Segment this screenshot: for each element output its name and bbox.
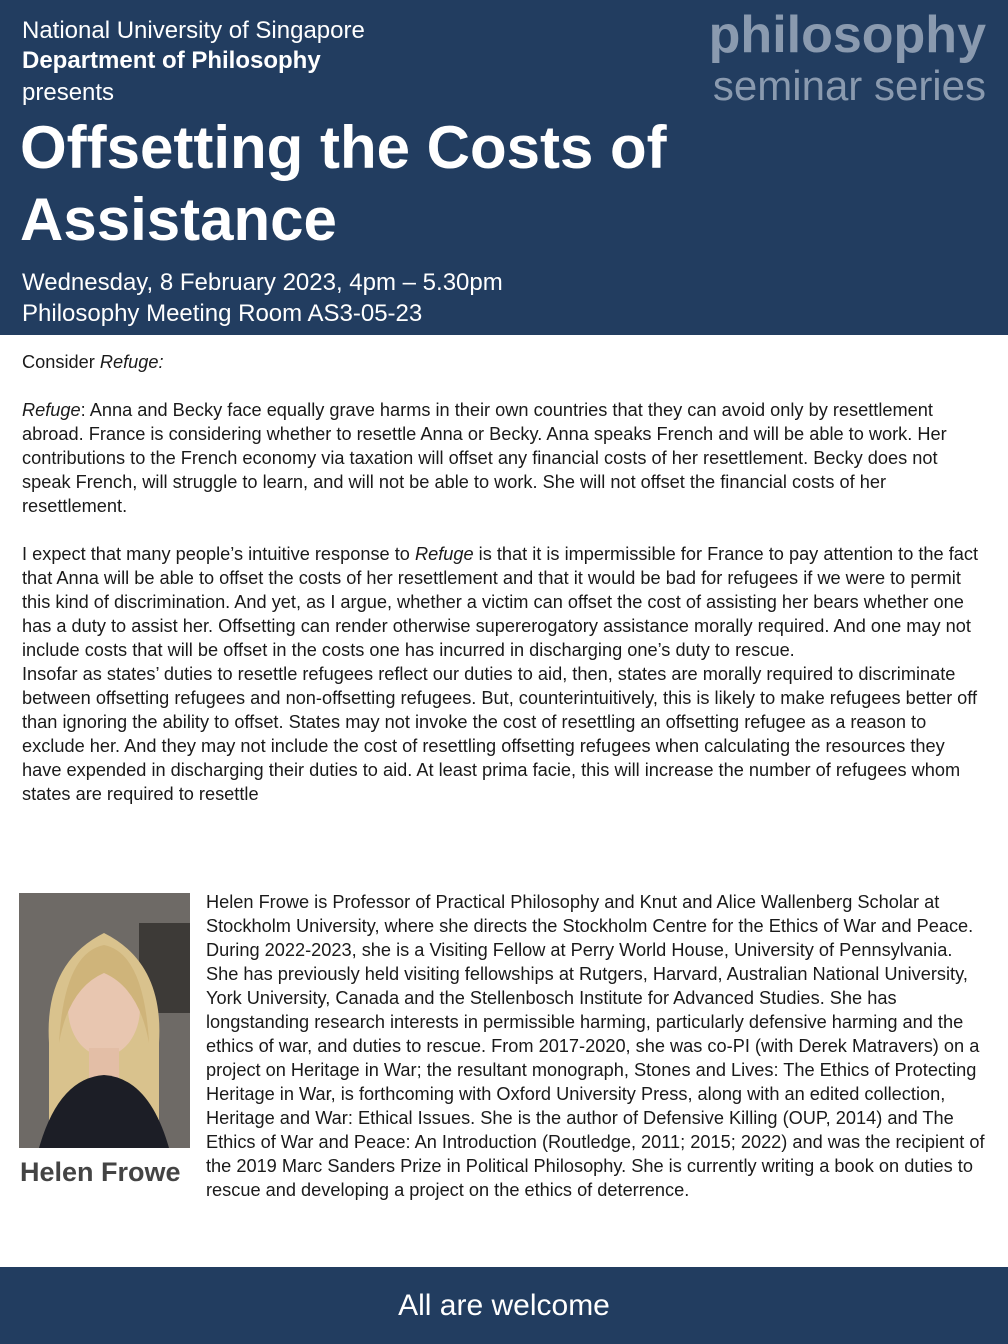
speaker-portrait-illustration xyxy=(19,893,190,1148)
footer-banner xyxy=(0,1267,1008,1344)
abstract-paragraph-3: Insofar as states’ duties to resettle refugees reflect our duties to aid, then, states are morally required to discriminate between offsetting refugees and non-offsetting refugees. But, counterintuitively, this is likely to make refugees better off than ignoring the ability to offset. States may not invoke the cost of resettling an offsetting refugee as a reason to exclude her. And they may not include the cost of resettling offsetting refugees when calculating the resources they have expended in discharging their duties to aid. At least prima facie, this will increase the number of refugees whom states are required to resettle xyxy=(22,664,978,804)
speaker-name: Helen Frowe xyxy=(20,1157,181,1187)
refuge-term: Refuge xyxy=(414,544,474,564)
abstract-paragraph-1: Refuge: Anna and Becky face equally grave harms in their own countries that they can avoid only by resettlement abroad. France is considering whether to resettle Anna or Becky. Anna speaks French and will be able to work. Her contributions to the French economy via taxation will offset any financial costs of her resettlement. Becky does not speak French, will struggle to learn, and will not be able to work. She will not offset the financial costs of her resettlement. xyxy=(22,400,947,516)
university-name: National University of Singapore xyxy=(22,17,365,44)
series-logo-subtitle: seminar series xyxy=(712,62,986,109)
abstract xyxy=(22,350,984,806)
event-venue: Philosophy Meeting Room AS3-05-23 xyxy=(22,300,423,327)
abstract-intro: Consider Refuge: xyxy=(22,352,164,372)
speaker-photo xyxy=(19,893,190,1148)
abstract-paragraph-2: I expect that many people’s intuitive response to Refuge is that it is impermissible for France to pay attention to the fact that Anna will be able to offset the costs of her resettlement and that it would be bad for refugees if we were to permit this kind of discrimination. And yet, as I argue, whether a victim can offset the cost of assisting her bears whether one has a duty to assist her. Offsetting can render otherwise supererogatory assistance morally required. And one may not include costs that will be offset in the costs one has incurred in discharging one’s duty to rescue. xyxy=(22,544,979,660)
welcome-text: All are welcome xyxy=(398,1289,610,1322)
series-logo-word: philosophy xyxy=(708,6,986,64)
department-name: Department of Philosophy xyxy=(22,47,321,74)
header-banner xyxy=(0,0,1008,335)
talk-title: Offsetting the Costs of Assistance xyxy=(20,114,667,253)
event-datetime: Wednesday, 8 February 2023, 4pm – 5.30pm xyxy=(22,269,503,296)
refuge-term: Refuge xyxy=(22,400,81,420)
speaker-bio: Helen Frowe is Professor of Practical Philosophy and Knut and Alice Wallenberg Scholar at Stockholm University, where she directs the Stockholm Centre for the Ethics of War and Peace. During 2022-2023, she is a Visiting Fellow at Perry World House, University of Pennsylvania. She has previously held visiting fellowships at Rutgers, Harvard, Australian National University, York University, Canada and the Stellenbosch Institute for Advanced Studies. She has longstanding research interests in permissible harming, particularly defensive harming and the ethics of war, and duties to rescue. From 2017-2020, she was co-PI (with Derek Matravers) on a project on Heritage in War; the resultant monograph, Stones and Lives: The Ethics of Protecting Heritage in War, is forthcoming with Oxford University Press, along with an edited collection, Heritage and War: Ethical Issues. She is the author of Defensive Killing (OUP, 2014) and The Ethics of War and Peace: An Introduction (Routledge, 2011; 2015; 2022) and was the recipient of the 2019 Marc Sanders Prize in Political Philosophy. She is currently writing a book on duties to rescue and developing a project on the ethics of deterrence. xyxy=(206,892,985,1200)
refuge-term: Refuge: xyxy=(99,352,164,372)
presents-label: presents xyxy=(22,79,115,106)
